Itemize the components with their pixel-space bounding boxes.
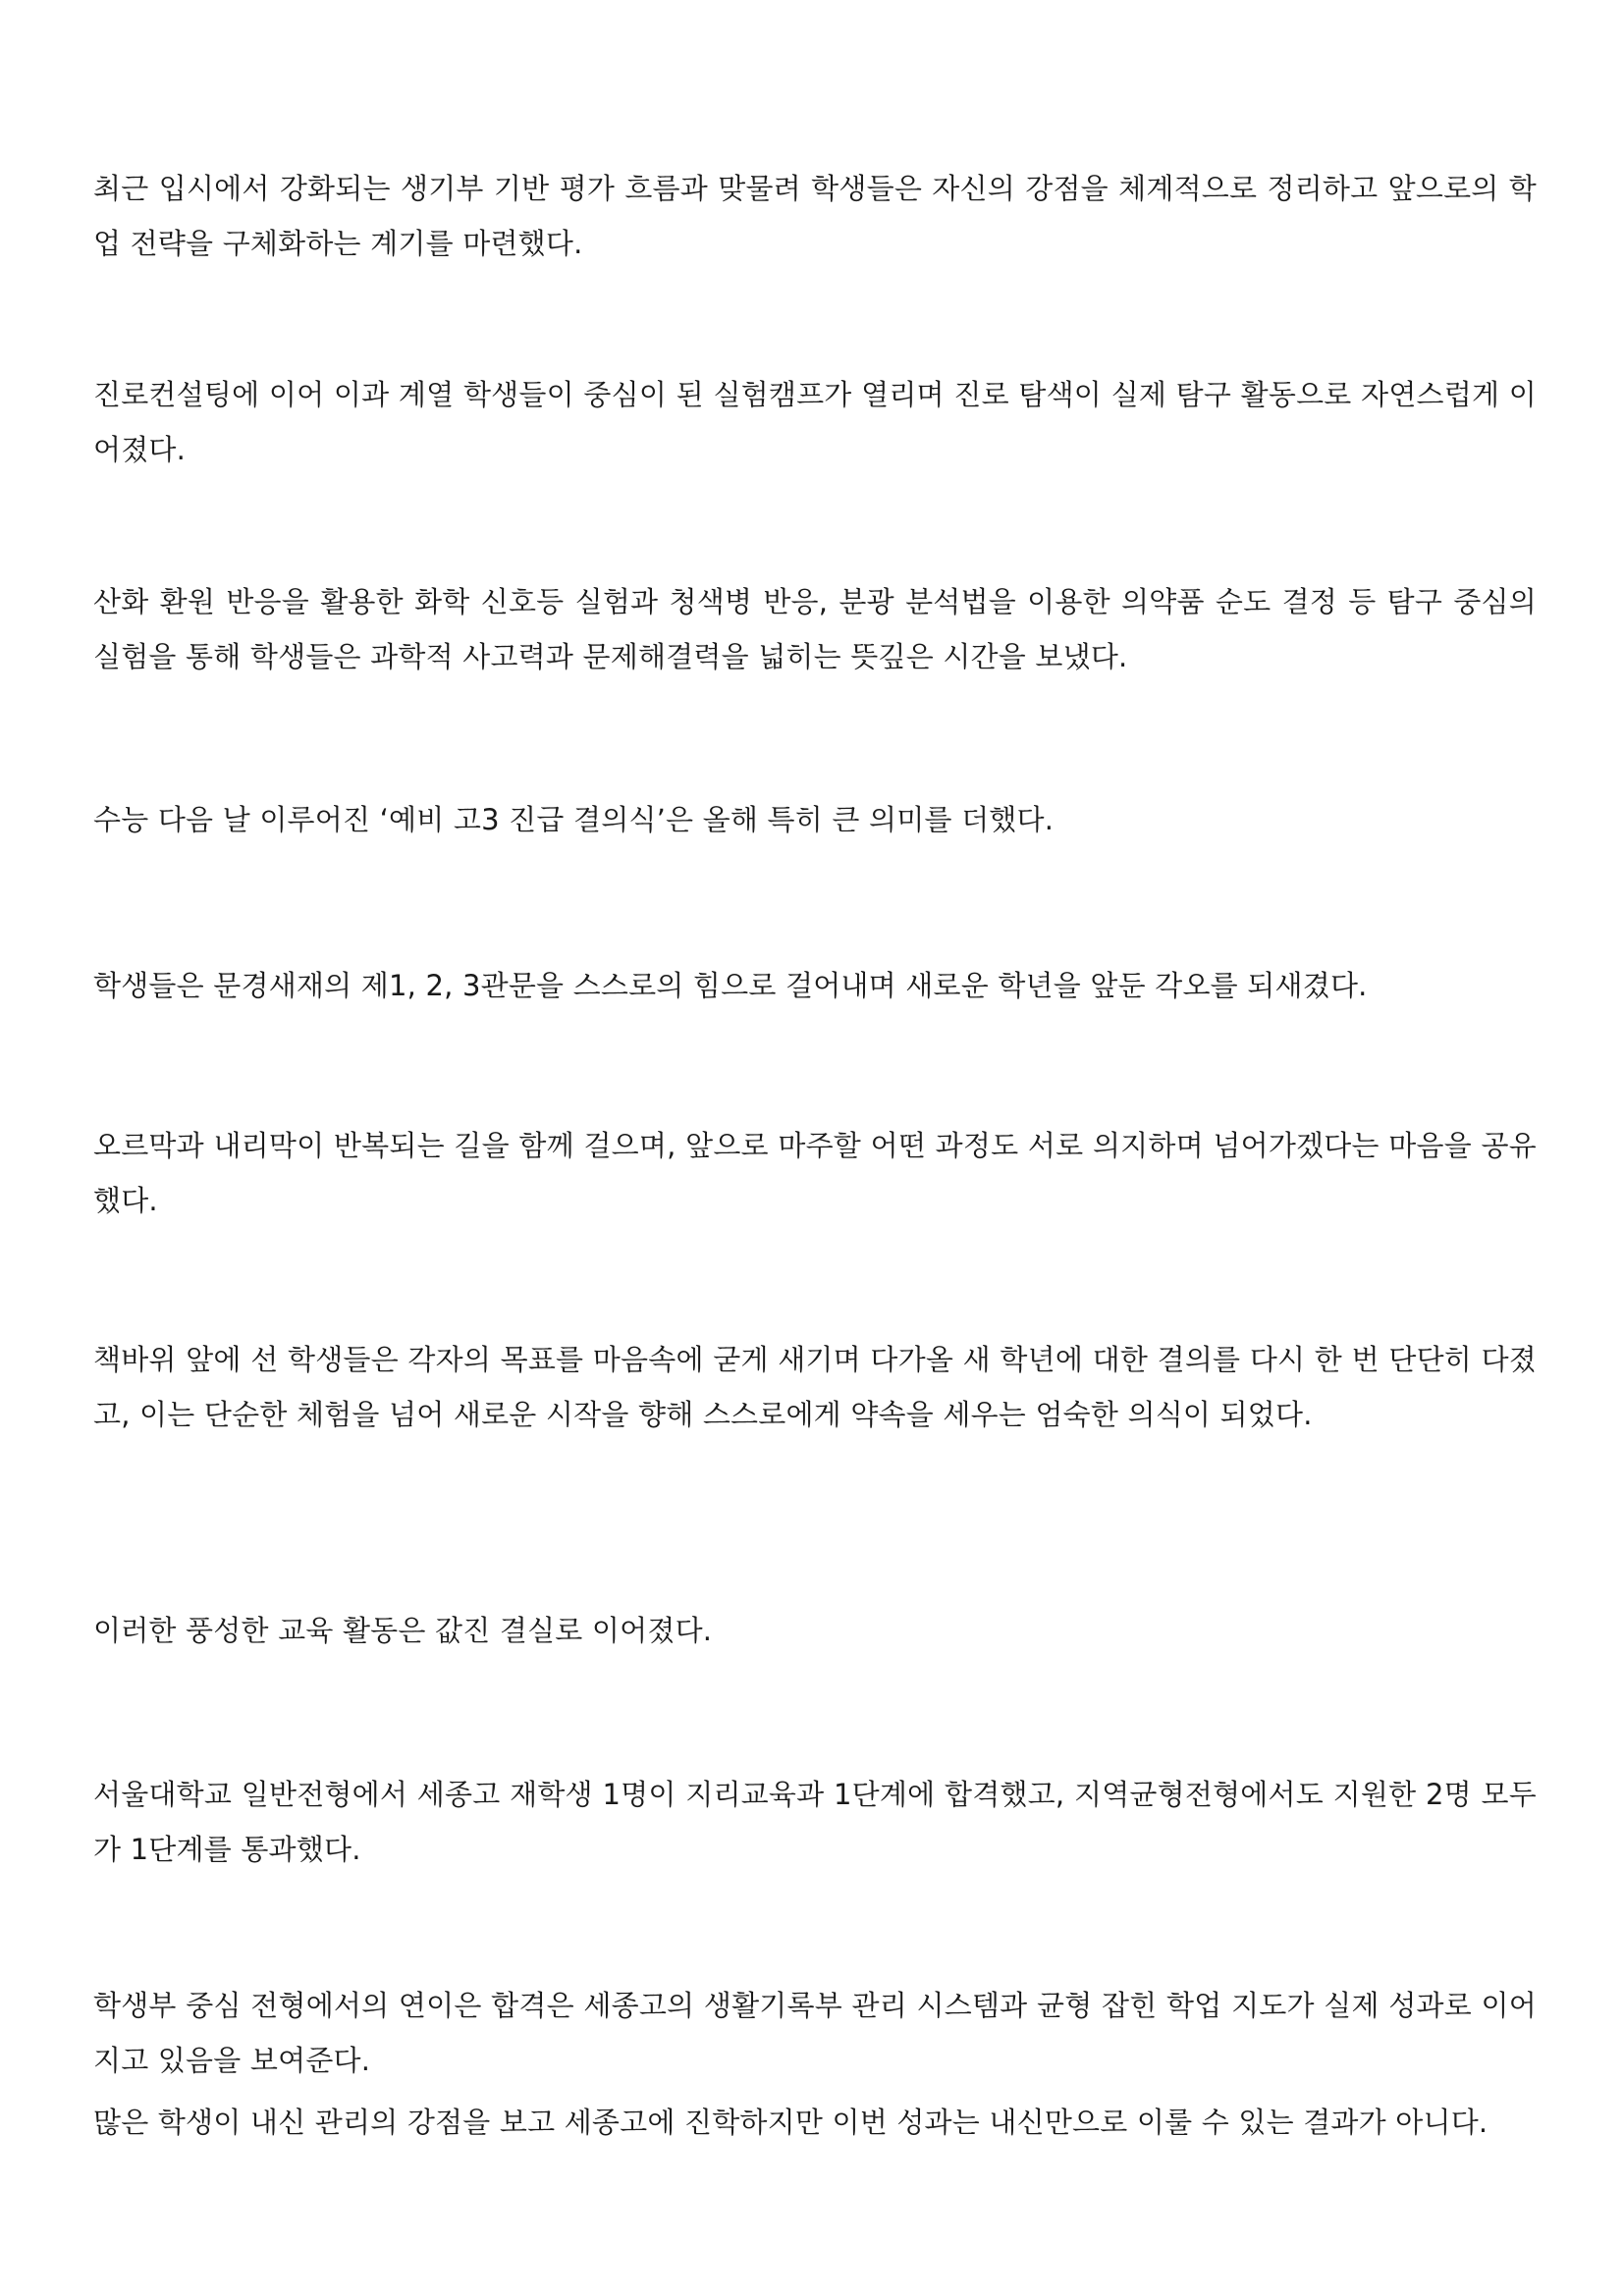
- paragraph-11: 많은 학생이 내신 관리의 강점을 보고 세종고에 진학하지만 이번 성과는 내신만으로 이룰 수 있는 결과가 아니다.: [93, 2106, 1488, 2139]
- paragraph-5: 학생들은 문경새재의 제1, 2, 3관문을 스스로의 힘으로 걸어내며 새로운 학년을 앞둔 각오를 되새겼다.: [93, 969, 1368, 1002]
- paragraph-7: 책바위 앞에 선 학생들은 각자의 목표를 마음속에 굳게 새기며 다가올 새 학년에 대한 결의를 다시 한 번 단단히 다졌고, 이는 단순한 체험을 넘어 새로운 시작을 향해 스스로에게 약속을 세우는 엄숙한 의식이 되었다.: [93, 1343, 1537, 1431]
- paragraph-6: 오르막과 내리막이 반복되는 길을 함께 걸으며, 앞으로 마주할 어떤 과정도 서로 의지하며 넘어가겠다는 마음을 공유했다.: [93, 1129, 1537, 1217]
- paragraph-10: 학생부 중심 전형에서의 연이은 합격은 세종고의 생활기록부 관리 시스템과 균형 잡힌 학업 지도가 실제 성과로 이어지고 있음을 보여준다.: [93, 1989, 1537, 2077]
- paragraph-4: 수능 다음 날 이루어진 ‘예비 고3 진급 결의식’은 올해 특히 큰 의미를 더했다.: [93, 803, 1055, 836]
- paragraph-2: 진로컨설팅에 이어 이과 계열 학생들이 중심이 된 실험캠프가 열리며 진로 탐색이 실제 탐구 활동으로 자연스럽게 이어졌다.: [93, 378, 1537, 466]
- paragraph-8: 이러한 풍성한 교육 활동은 값진 결실로 이어졌다.: [93, 1614, 713, 1647]
- paragraph-9: 서울대학교 일반전형에서 세종고 재학생 1명이 지리교육과 1단계에 합격했고, 지역균형전형에서도 지원한 2명 모두가 1단계를 통과했다.: [93, 1778, 1537, 1866]
- paragraph-1: 최근 입시에서 강화되는 생기부 기반 평가 흐름과 맞물려 학생들은 자신의 강점을 체계적으로 정리하고 앞으로의 학업 전략을 구체화하는 계기를 마련했다.: [93, 172, 1537, 260]
- paragraph-3: 산화 환원 반응을 활용한 화학 신호등 실험과 청색병 반응, 분광 분석법을 이용한 의약품 순도 결정 등 탐구 중심의 실험을 통해 학생들은 과학적 사고력과 문제해결력을 넓히는 뜻깊은 시간을 보냈다.: [93, 585, 1537, 673]
